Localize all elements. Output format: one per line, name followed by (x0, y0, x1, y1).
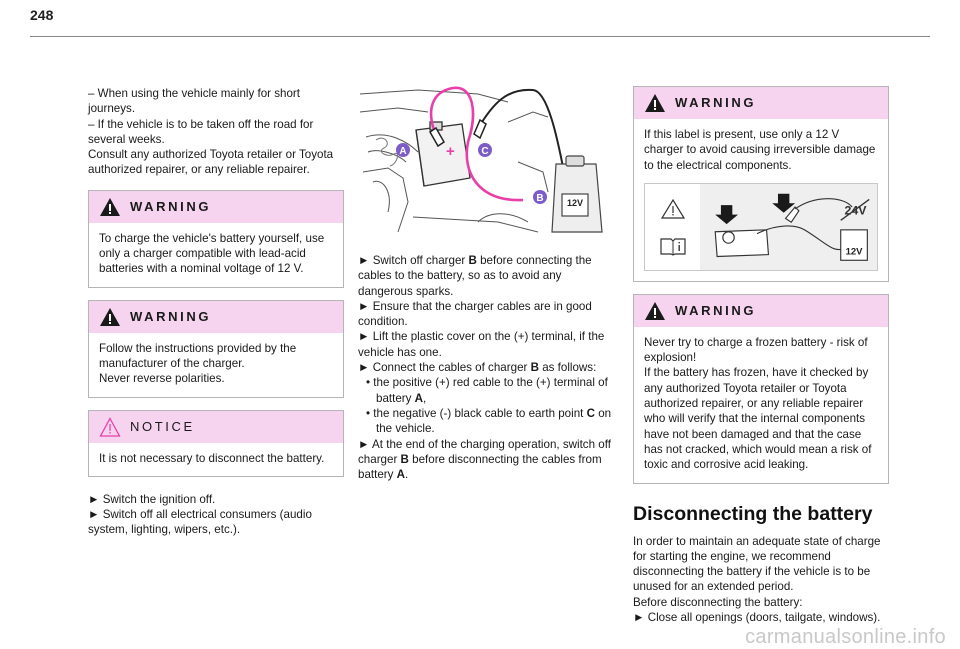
notice-title: NOTICE (130, 418, 195, 434)
intro-line: – If the vehicle is to be taken off the road for several weeks. (88, 117, 314, 146)
intro-line: Consult any authorized Toyota retailer or Toyota authorized repairer, or any reliable repairer. (88, 148, 334, 177)
notice-body (89, 443, 343, 476)
page-number: 248 (30, 7, 54, 23)
column-2 (358, 82, 614, 482)
arrow-down-icon (772, 194, 795, 213)
warning-box-frozen-battery (633, 294, 889, 484)
warning-body (634, 327, 888, 483)
warning-title: WARNING (130, 309, 212, 325)
warning-body (89, 333, 343, 397)
notice-box (88, 410, 344, 477)
step-item: ► Switch the ignition off. (88, 492, 216, 506)
warning-text: Never reverse polarities. (99, 372, 225, 386)
notice-text: It is not necessary to disconnect the battery. (99, 451, 325, 465)
warning-box-12v-label (633, 86, 889, 282)
label-icons-panel (645, 184, 700, 270)
charger-label-image (644, 183, 878, 271)
warning-triangle-icon (644, 93, 666, 113)
warning-text: Never try to charge a frozen battery - risk of explosion! (644, 335, 868, 365)
warning-triangle-icon (99, 307, 121, 327)
warning-triangle-icon (99, 197, 121, 217)
cable-connection-list (358, 375, 614, 436)
manual-book-icon (659, 236, 687, 256)
warning-header (634, 295, 888, 327)
section-title: Disconnecting the battery (633, 502, 873, 525)
warning-box-charger (88, 190, 344, 288)
voltage-24v-crossed: 24V (844, 203, 867, 218)
section-paragraph: Before disconnecting the battery: (633, 595, 803, 609)
warning-header (89, 301, 343, 333)
charging-pictogram (700, 184, 877, 270)
warning-text: If this label is present, use only a 12 V charger to avoid causing irreversible damage to the electrical components. (644, 128, 876, 172)
notice-header (89, 411, 343, 443)
marker-c-label: C (481, 146, 489, 157)
warning-title: WARNING (675, 95, 757, 111)
intro-line: – When using the vehicle mainly for short journeys. (88, 87, 301, 116)
voltage-12v-label: 12V (845, 246, 863, 258)
plus-terminal-symbol: + (446, 143, 455, 160)
step-item: ► At the end of the charging operation, switch off charger B before disconnecting the cables from battery A. (358, 437, 611, 482)
step-item: ► Switch off all electrical consumers (audio system, lighting, wipers, etc.). (88, 508, 312, 537)
warning-header (634, 87, 888, 119)
battery-charging-illustration (358, 82, 614, 245)
notice-triangle-icon (99, 417, 121, 437)
step-item: ► Switch off charger B before connecting the cables to the battery, so as to avoid any dangerous sparks. (358, 254, 592, 298)
warning-box-polarity (88, 300, 344, 398)
marker-a-label: A (399, 146, 407, 157)
section-paragraph: In order to maintain an adequate state of charge for starting the engine, we recommend disconnecting the battery if the vehicle is to be unused for an extended period. (633, 534, 881, 594)
warning-text: Follow the instructions provided by the manufacturer of the charger. (99, 341, 297, 370)
charger-voltage-label: 12V (566, 198, 584, 208)
step-item: ► Connect the cables of charger B as follows: (358, 361, 597, 375)
step-item: ► Lift the plastic cover on the (+) terminal, if the vehicle has one. (358, 330, 605, 359)
marker-b-label: B (536, 193, 544, 204)
list-item: • the positive (+) red cable to the (+) terminal of battery A, (366, 376, 608, 405)
battery-charger-diagram (358, 82, 614, 245)
header-rule (30, 36, 930, 37)
arrow-down-icon (715, 205, 738, 224)
warning-title: WARNING (130, 199, 212, 215)
step-item: ► Ensure that the charger cables are in good condition. (358, 299, 592, 329)
list-item: • the negative (-) black cable to earth point C on the vehicle. (366, 406, 612, 436)
column-3 (633, 86, 889, 625)
warning-header (89, 191, 343, 223)
warning-body (89, 223, 343, 287)
warning-triangle-icon (644, 301, 666, 321)
warning-title: WARNING (675, 303, 757, 319)
warning-text: To charge the vehicle's battery yourself, use only a charger compatible with lead-acid batteries with a nominal voltage of 12 V. (99, 231, 325, 276)
caution-outline-icon (660, 198, 686, 220)
warning-text: If the battery has frozen, have it checked by any authorized Toyota retailer or Toyota authorized repairer, or any reliable repairer who will verify that the internal components have not been damaged and that the case has not cracked, which would mean a risk of toxic and corrosive acid leaking. (644, 366, 872, 472)
step-item: ► Close all openings (doors, tailgate, windows). (633, 611, 881, 625)
warning-body (634, 119, 888, 281)
column-1 (88, 86, 344, 538)
footer-watermark: carmanualsonline.info (745, 625, 946, 648)
